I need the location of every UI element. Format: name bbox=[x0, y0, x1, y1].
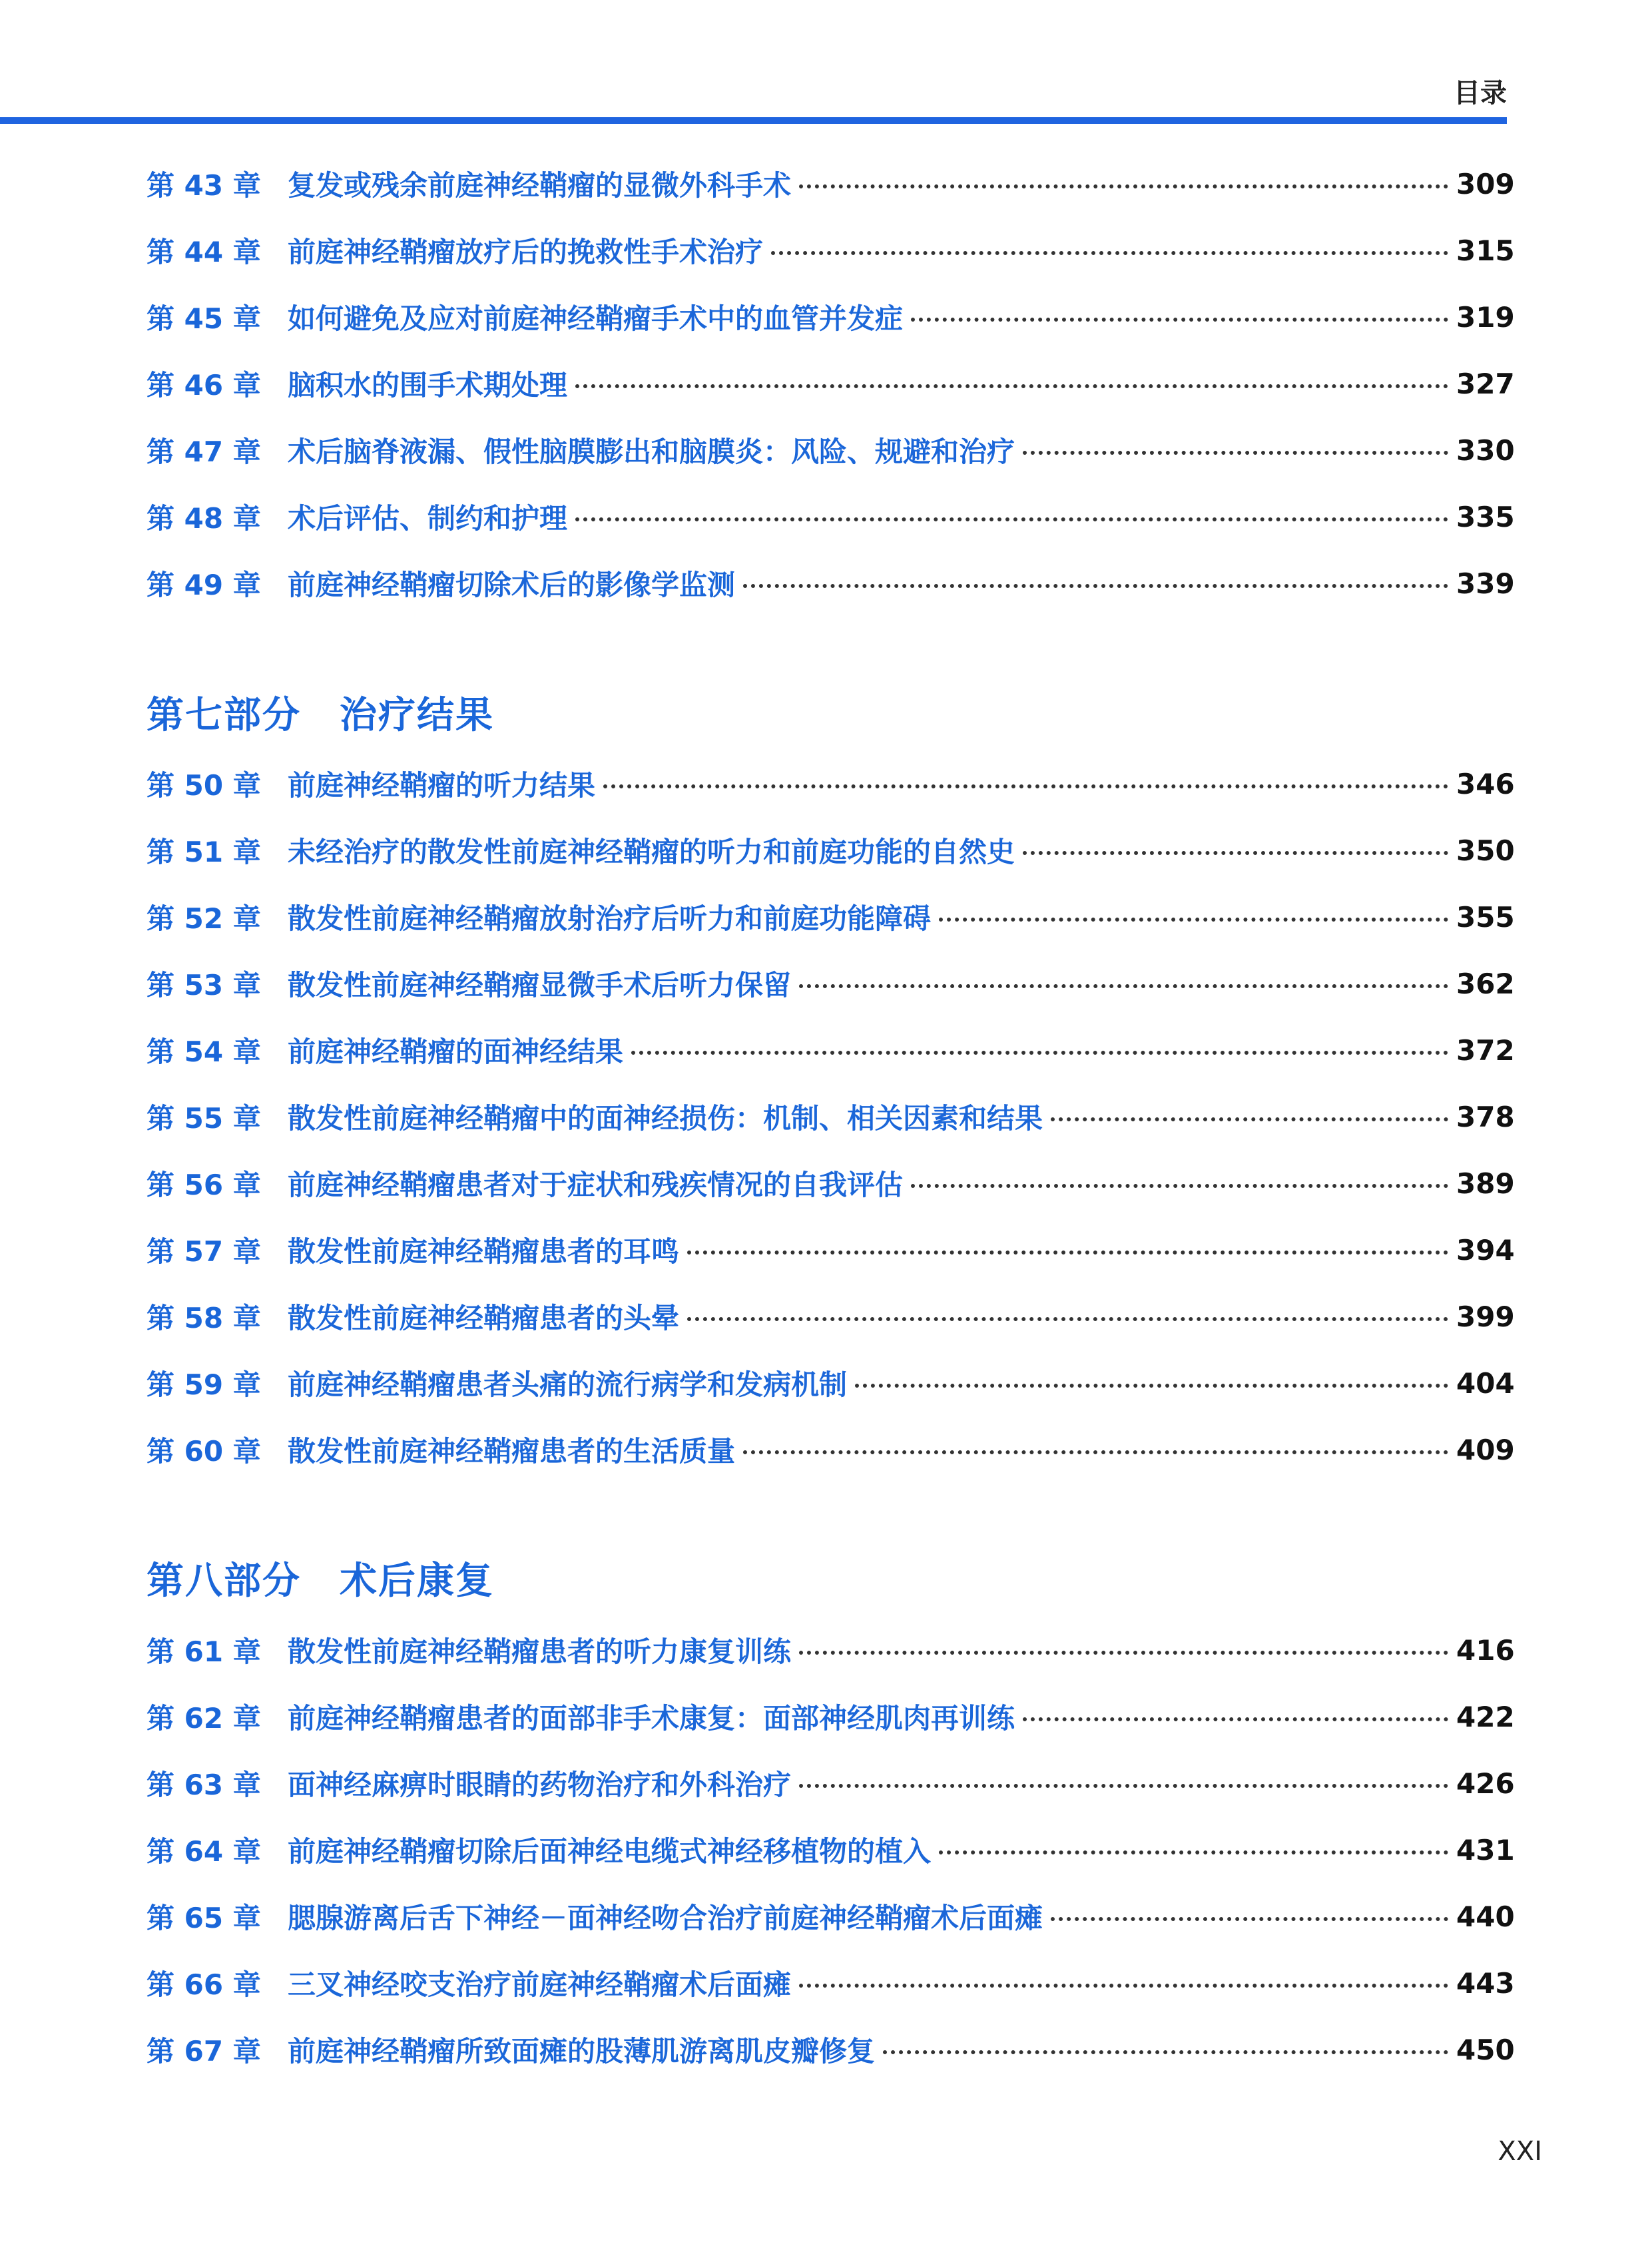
chapter-title: 未经治疗的散发性前庭神经鞘瘤的听力和前庭功能的自然史 bbox=[288, 836, 1015, 868]
header-rule bbox=[0, 117, 1507, 124]
dot-leader bbox=[911, 1184, 1448, 1188]
chapter-title: 前庭神经鞘瘤的面神经结果 bbox=[288, 1035, 624, 1068]
page-number: 378 bbox=[1456, 1100, 1515, 1133]
page-number: 440 bbox=[1456, 1900, 1515, 1933]
toc-entry-ch48[interactable] bbox=[146, 497, 1515, 537]
chapter-number: 第 59 章 bbox=[146, 1368, 261, 1401]
chapter-title: 前庭神经鞘瘤患者的面部非手术康复：面部神经肌肉再训练 bbox=[288, 1702, 1015, 1735]
toc-entry-ch47[interactable] bbox=[146, 430, 1515, 470]
page-number: 319 bbox=[1456, 300, 1515, 334]
page-number: 394 bbox=[1456, 1233, 1515, 1266]
dot-leader bbox=[883, 2050, 1448, 2054]
chapter-number: 第 56 章 bbox=[146, 1169, 261, 1201]
toc-entry-ch54[interactable] bbox=[146, 1030, 1515, 1070]
dot-leader bbox=[1023, 1717, 1448, 1721]
dot-leader bbox=[939, 1850, 1448, 1854]
toc-entry-ch65[interactable] bbox=[146, 1896, 1515, 1936]
page-number: 443 bbox=[1456, 1966, 1515, 2000]
chapter-number: 第 67 章 bbox=[146, 2035, 261, 2068]
part-title: 术后康复 bbox=[340, 1559, 494, 1603]
chapter-title: 面神经麻痹时眼睛的药物治疗和外科治疗 bbox=[288, 1769, 792, 1801]
dot-leader bbox=[939, 918, 1448, 922]
page-number: 409 bbox=[1456, 1433, 1515, 1466]
toc-entry-ch45[interactable] bbox=[146, 297, 1515, 337]
dot-leader bbox=[1051, 1917, 1448, 1921]
chapter-number: 第 50 章 bbox=[146, 769, 261, 802]
toc-entry-ch66[interactable] bbox=[146, 1963, 1515, 2003]
chapter-title: 术后脑脊液漏、假性脑膜膨出和脑膜炎：风险、规避和治疗 bbox=[288, 435, 1015, 468]
chapter-number: 第 44 章 bbox=[146, 236, 261, 268]
part-heading-7 bbox=[146, 686, 494, 739]
page-number: 450 bbox=[1456, 2033, 1515, 2066]
dot-leader bbox=[687, 1317, 1448, 1321]
toc-entry-ch49[interactable] bbox=[146, 563, 1515, 603]
chapter-title: 前庭神经鞘瘤放疗后的挽救性手术治疗 bbox=[288, 236, 764, 268]
chapter-number: 第 49 章 bbox=[146, 569, 261, 601]
chapter-title: 术后评估、制约和护理 bbox=[288, 502, 568, 535]
dot-leader bbox=[855, 1384, 1448, 1388]
chapter-number: 第 48 章 bbox=[146, 502, 261, 535]
page-number: 339 bbox=[1456, 567, 1515, 600]
chapter-number: 第 47 章 bbox=[146, 435, 261, 468]
dot-leader bbox=[1023, 851, 1448, 855]
dot-leader bbox=[575, 384, 1448, 388]
chapter-number: 第 58 章 bbox=[146, 1302, 261, 1334]
page-number: 327 bbox=[1456, 367, 1515, 400]
part-number: 第七部分 bbox=[146, 694, 301, 737]
chapter-number: 第 45 章 bbox=[146, 302, 261, 335]
page-number: 431 bbox=[1456, 1833, 1515, 1866]
chapter-title: 散发性前庭神经鞘瘤患者的听力康复训练 bbox=[288, 1635, 792, 1668]
page-number: 404 bbox=[1456, 1366, 1515, 1400]
toc-entry-ch62[interactable] bbox=[146, 1697, 1515, 1737]
toc-entry-ch46[interactable] bbox=[146, 364, 1515, 404]
dot-leader bbox=[743, 1450, 1448, 1454]
chapter-title: 如何避免及应对前庭神经鞘瘤手术中的血管并发症 bbox=[288, 302, 904, 335]
page-number: 355 bbox=[1456, 900, 1515, 934]
page-number: 330 bbox=[1456, 433, 1515, 467]
page-number: 309 bbox=[1456, 167, 1515, 200]
chapter-title: 散发性前庭神经鞘瘤显微手术后听力保留 bbox=[288, 969, 792, 1001]
chapter-number: 第 57 章 bbox=[146, 1235, 261, 1268]
page-folio: XXI bbox=[1498, 2136, 1542, 2167]
chapter-number: 第 63 章 bbox=[146, 1769, 261, 1801]
dot-leader bbox=[799, 1984, 1448, 1988]
toc-entry-ch53[interactable] bbox=[146, 964, 1515, 1003]
chapter-number: 第 43 章 bbox=[146, 169, 261, 202]
chapter-number: 第 53 章 bbox=[146, 969, 261, 1001]
chapter-number: 第 64 章 bbox=[146, 1835, 261, 1868]
chapter-number: 第 51 章 bbox=[146, 836, 261, 868]
page-number: 350 bbox=[1456, 834, 1515, 867]
chapter-title: 前庭神经鞘瘤患者对于症状和残疾情况的自我评估 bbox=[288, 1169, 904, 1201]
chapter-title: 散发性前庭神经鞘瘤患者的生活质量 bbox=[288, 1435, 736, 1468]
chapter-number: 第 62 章 bbox=[146, 1702, 261, 1735]
dot-leader bbox=[911, 318, 1448, 322]
toc-entry-ch51[interactable] bbox=[146, 830, 1515, 870]
toc-entry-ch61[interactable] bbox=[146, 1630, 1515, 1670]
page-number: 399 bbox=[1456, 1300, 1515, 1333]
toc-entry-ch64[interactable] bbox=[146, 1830, 1515, 1870]
page-number: 389 bbox=[1456, 1167, 1515, 1200]
page-number: 335 bbox=[1456, 500, 1515, 533]
page-number: 362 bbox=[1456, 967, 1515, 1000]
chapter-number: 第 55 章 bbox=[146, 1102, 261, 1135]
dot-leader bbox=[771, 251, 1448, 255]
chapter-number: 第 65 章 bbox=[146, 1902, 261, 1934]
toc-entry-ch43[interactable] bbox=[146, 164, 1515, 204]
chapter-title: 散发性前庭神经鞘瘤患者的耳鸣 bbox=[288, 1235, 680, 1268]
page-number: 426 bbox=[1456, 1767, 1515, 1800]
chapter-title: 前庭神经鞘瘤切除术后的影像学监测 bbox=[288, 569, 736, 601]
page-number: 422 bbox=[1456, 1700, 1515, 1733]
chapter-title: 前庭神经鞘瘤患者头痛的流行病学和发病机制 bbox=[288, 1368, 848, 1401]
chapter-number: 第 60 章 bbox=[146, 1435, 261, 1468]
dot-leader bbox=[575, 517, 1448, 521]
chapter-title: 三叉神经咬支治疗前庭神经鞘瘤术后面瘫 bbox=[288, 1968, 792, 2001]
chapter-title: 散发性前庭神经鞘瘤患者的头晕 bbox=[288, 1302, 680, 1334]
toc-entry-ch58[interactable] bbox=[146, 1296, 1515, 1336]
running-header-title: 目录 bbox=[1454, 78, 1507, 109]
dot-leader bbox=[799, 184, 1448, 188]
dot-leader bbox=[631, 1051, 1448, 1055]
chapter-number: 第 61 章 bbox=[146, 1635, 261, 1668]
part-number: 第八部分 bbox=[146, 1559, 301, 1603]
chapter-title: 复发或残余前庭神经鞘瘤的显微外科手术 bbox=[288, 169, 792, 202]
toc-entry-ch55[interactable] bbox=[146, 1097, 1515, 1137]
page-number: 372 bbox=[1456, 1033, 1515, 1067]
part-heading-8 bbox=[146, 1551, 494, 1605]
dot-leader bbox=[1051, 1117, 1448, 1121]
dot-leader bbox=[799, 984, 1448, 988]
toc-entry-ch59[interactable] bbox=[146, 1363, 1515, 1403]
toc-entry-ch60[interactable] bbox=[146, 1430, 1515, 1470]
toc-entry-ch57[interactable] bbox=[146, 1230, 1515, 1270]
dot-leader bbox=[743, 584, 1448, 588]
toc-entry-ch50[interactable] bbox=[146, 764, 1515, 804]
toc-entry-ch56[interactable] bbox=[146, 1163, 1515, 1203]
toc-entry-ch67[interactable] bbox=[146, 2030, 1515, 2070]
chapter-title: 前庭神经鞘瘤的听力结果 bbox=[288, 769, 596, 802]
part-title: 治疗结果 bbox=[340, 694, 494, 737]
dot-leader bbox=[603, 784, 1448, 788]
toc-entry-ch52[interactable] bbox=[146, 897, 1515, 937]
dot-leader bbox=[1023, 451, 1448, 455]
chapter-number: 第 54 章 bbox=[146, 1035, 261, 1068]
chapter-title: 前庭神经鞘瘤所致面瘫的股薄肌游离肌皮瓣修复 bbox=[288, 2035, 876, 2068]
page-number: 315 bbox=[1456, 234, 1515, 267]
page-number: 416 bbox=[1456, 1633, 1515, 1667]
toc-entry-ch63[interactable] bbox=[146, 1763, 1515, 1803]
chapter-title: 腮腺游离后舌下神经－面神经吻合治疗前庭神经鞘瘤术后面瘫 bbox=[288, 1902, 1043, 1934]
toc-entry-ch44[interactable] bbox=[146, 230, 1515, 270]
chapter-title: 散发性前庭神经鞘瘤中的面神经损伤：机制、相关因素和结果 bbox=[288, 1102, 1043, 1135]
chapter-number: 第 66 章 bbox=[146, 1968, 261, 2001]
dot-leader bbox=[799, 1784, 1448, 1788]
page-number: 346 bbox=[1456, 767, 1515, 800]
chapter-title: 前庭神经鞘瘤切除后面神经电缆式神经移植物的植入 bbox=[288, 1835, 932, 1868]
chapter-number: 第 52 章 bbox=[146, 902, 261, 935]
dot-leader bbox=[687, 1251, 1448, 1255]
chapter-number: 第 46 章 bbox=[146, 369, 261, 402]
chapter-title: 脑积水的围手术期处理 bbox=[288, 369, 568, 402]
dot-leader bbox=[799, 1651, 1448, 1655]
chapter-title: 散发性前庭神经鞘瘤放射治疗后听力和前庭功能障碍 bbox=[288, 902, 932, 935]
